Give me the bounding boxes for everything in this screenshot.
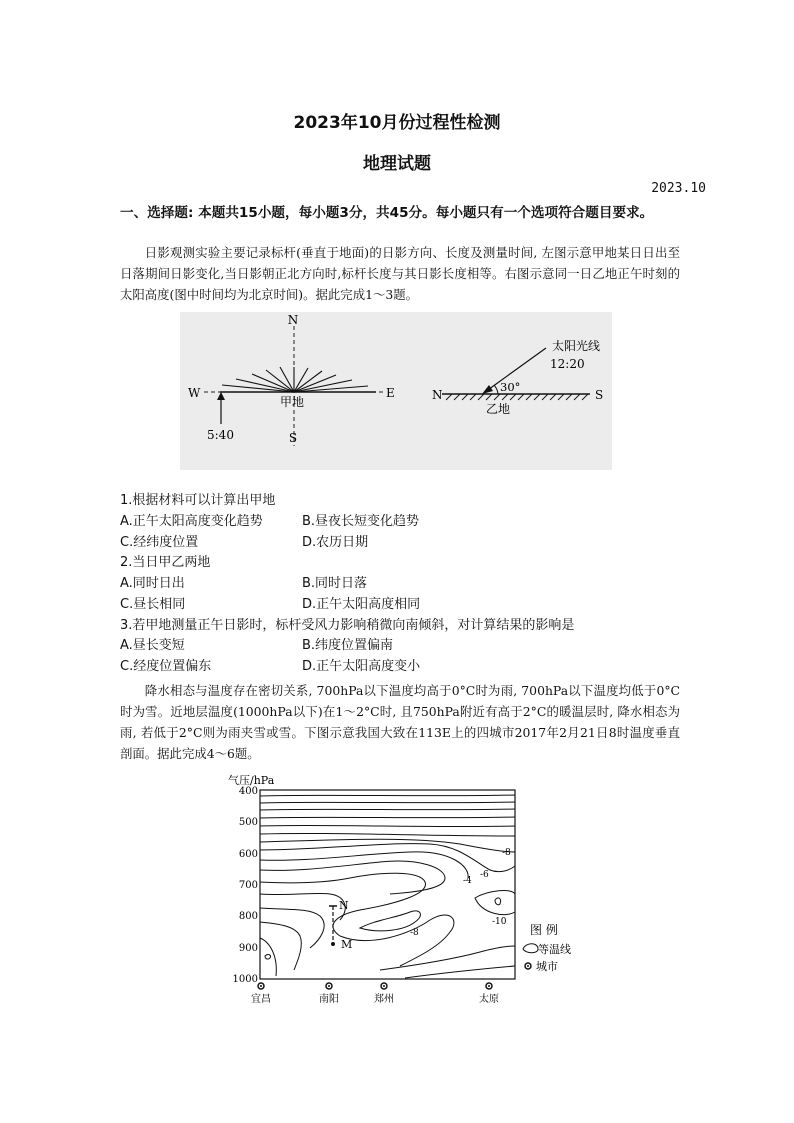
q3-option-c: C.经度位置偏东 [120, 659, 212, 674]
south-label-right: S [595, 388, 604, 402]
legend-title: 图 例 [530, 923, 558, 937]
exam-date: 2023.10 [651, 181, 706, 196]
city-labels [251, 992, 499, 1005]
y-tick: 500 [238, 817, 258, 828]
city-label: 郑州 [374, 994, 394, 1005]
q1-option-b: B.昼夜长短变化趋势 [302, 514, 420, 529]
city-markers [258, 983, 492, 989]
city-label: 太原 [479, 994, 499, 1005]
q1-option-c: C.经纬度位置 [120, 535, 199, 550]
pressure-axis-label: 气压/hPa [228, 774, 275, 787]
q2-option-a: A.同时日出 [120, 576, 185, 591]
sun-shadow-figure [180, 312, 612, 470]
place-yi-label: 乙地 [486, 402, 511, 416]
legend-isotherm-symbol [523, 944, 538, 953]
city-label: 宜昌 [251, 994, 271, 1005]
isotherm-labels [410, 848, 511, 938]
north-label-right: N [432, 388, 443, 402]
isotherm-label: -4 [463, 876, 472, 886]
noon-time: 12:20 [550, 357, 585, 371]
passage-1: 日影观测实验主要记录标杆(垂直于地面)的日影方向、长度及测量时间, 左图示意甲地某日日出至日落期间日影变化,当日影朝正北方向时,标杆长度与其日影长度相等。右图示意同一日乙地正午时刻的太阳高度(图中时间均为北京时间)。据此完成1～3题。 [120, 245, 680, 302]
temperature-profile-figure [220, 770, 600, 1008]
y-tick: 600 [238, 849, 258, 860]
q3-option-b: B.纬度位置偏南 [302, 638, 394, 653]
north-label-left: N [287, 313, 299, 327]
q3-option-d: D.正午太阳高度变小 [302, 659, 421, 674]
y-ticks [233, 786, 258, 985]
legend-city-label: 城市 [536, 960, 558, 973]
y-tick: 400 [238, 786, 258, 797]
question-1-stem: 1.根据材料可以计算出甲地 [120, 493, 276, 508]
place-jia-label: 甲地 [280, 395, 305, 409]
city-label: 南阳 [319, 994, 339, 1005]
exam-title: 2023年10月份过程性检测 [293, 113, 501, 133]
exam-subtitle: 地理试题 [363, 154, 431, 174]
y-tick: 1000 [232, 974, 258, 985]
q2-option-d: D.正午太阳高度相同 [302, 597, 421, 612]
sun-angle: 30° [500, 380, 521, 394]
isotherm-label: -8 [410, 928, 419, 938]
east-label: E [386, 386, 395, 400]
west-label: W [188, 386, 201, 400]
question-2-stem: 2.当日甲乙两地 [120, 555, 211, 570]
y-tick: 800 [238, 911, 258, 922]
q2-option-b: B.同时日落 [302, 576, 368, 591]
q1-option-a: A.正午太阳高度变化趋势 [120, 514, 263, 529]
south-label-left: S [288, 431, 298, 445]
section-heading: 一、选择题: 本题共15小题，每小题3分，共45分。每小题只有一个选项符合题目要求。 [120, 205, 654, 221]
question-3-stem: 3.若甲地测量正午日影时，标杆受风力影响稍微向南倾斜，对计算结果的影响是 [120, 618, 575, 633]
q3-option-a: A.昼长变短 [120, 638, 185, 653]
point-n-label: N [339, 899, 349, 912]
y-tick: 700 [238, 880, 258, 891]
sun-ray-label: 太阳光线 [552, 339, 601, 353]
passage-2: 降水相态与温度存在密切关系, 700hPa以下温度均高于0°C时为雨, 700hPa以下温度均低于0°C时为雪。近地层温度(1000hPa以下)在1～2°C时, 且750hPa附近有高于2°C的暖温层时, 降水相态为雨, 若低于2°C则为雨夹雪或雪。下图示意我国大致在113E上的四城市2017年2月21日8时温度垂直剖面。据此完成4～6题。 [120, 683, 680, 761]
isotherm-label: -6 [480, 870, 489, 880]
q1-option-d: D.农历日期 [302, 535, 369, 550]
legend-isotherm-label: 等温线 [538, 943, 571, 956]
isotherm-label: -8 [502, 848, 511, 858]
point-m [331, 942, 335, 946]
isotherm-label: -10 [492, 917, 507, 927]
point-m-label: M [341, 938, 353, 951]
plot-frame [260, 790, 515, 979]
y-tick: 900 [238, 943, 258, 954]
isotherm-lines [260, 795, 515, 978]
q2-option-c: C.昼长相同 [120, 597, 186, 612]
sunrise-time: 5:40 [207, 428, 234, 442]
